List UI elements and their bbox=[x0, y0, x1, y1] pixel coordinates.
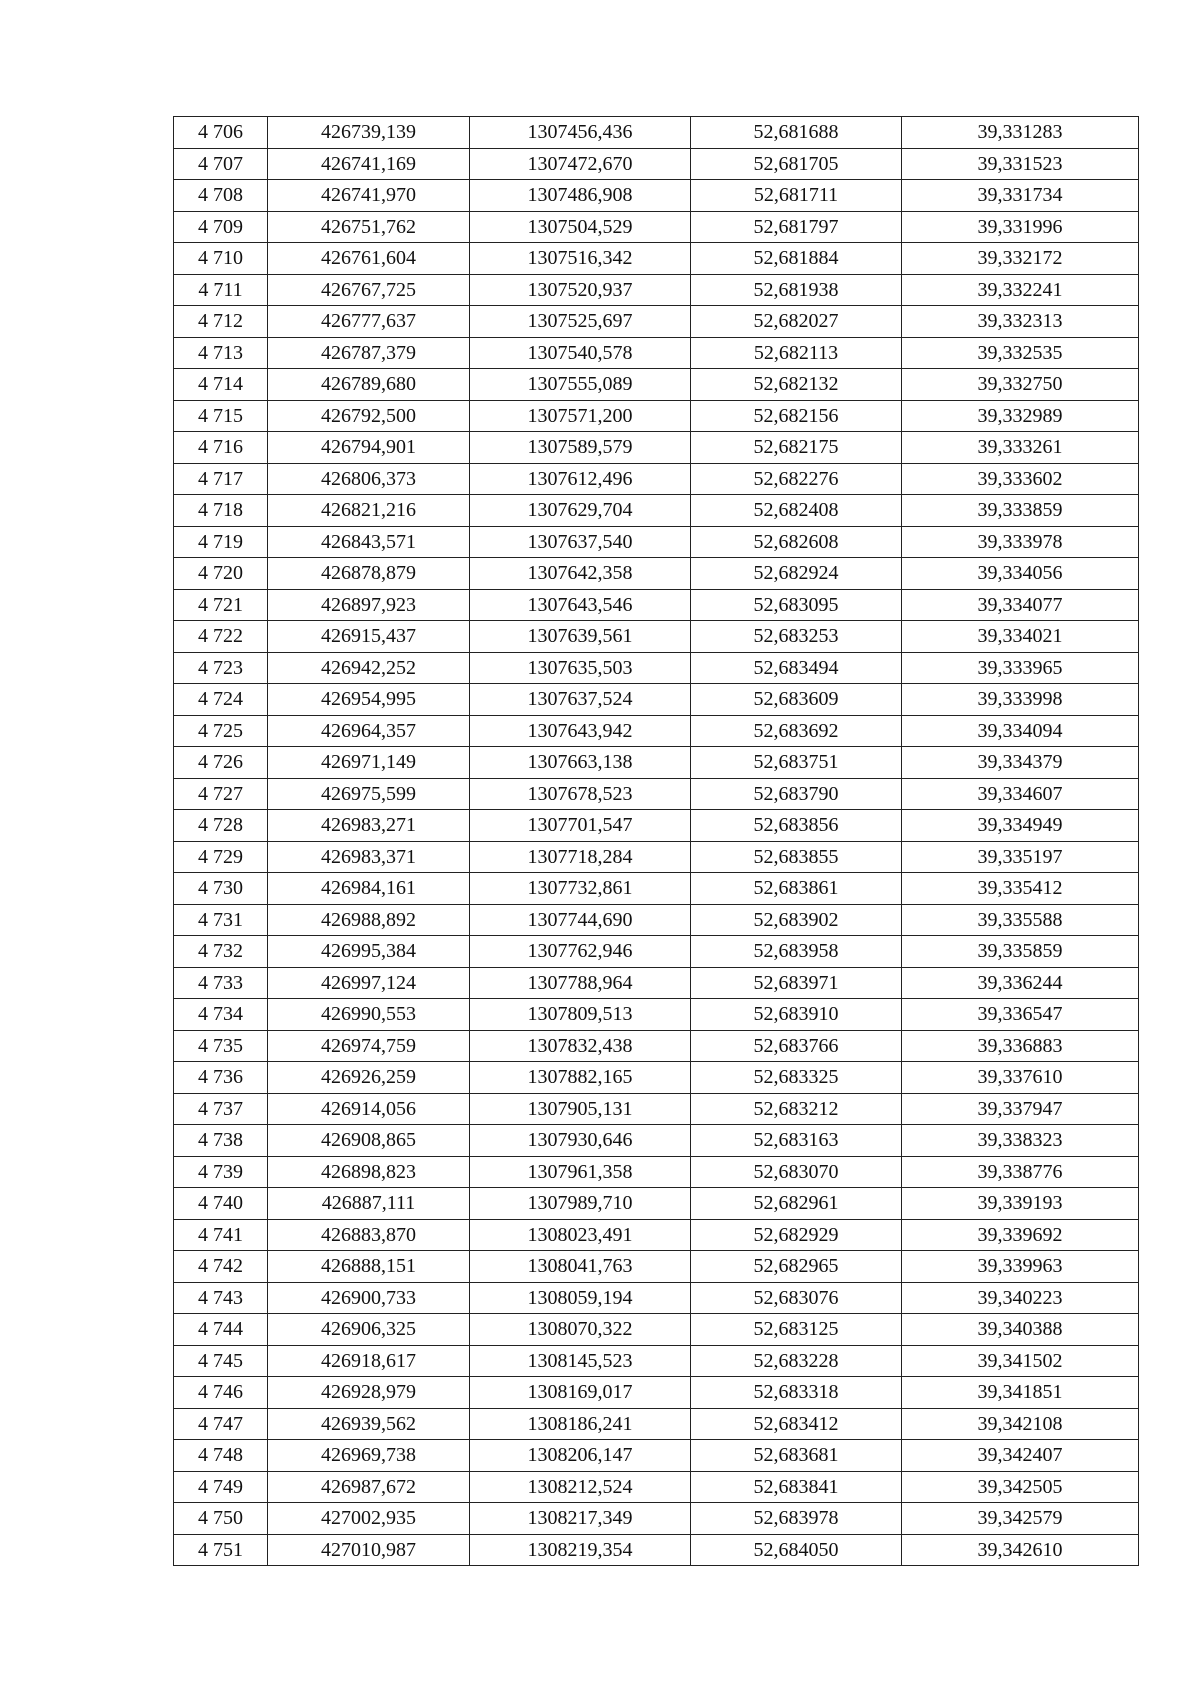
table-row bbox=[174, 432, 1139, 464]
x-coordinate-cell: 426974,759 bbox=[268, 1030, 470, 1062]
table-row bbox=[174, 180, 1139, 212]
y-coordinate-cell: 1307637,540 bbox=[470, 526, 691, 558]
longitude-cell: 39,333859 bbox=[902, 495, 1139, 527]
longitude-cell: 39,334056 bbox=[902, 558, 1139, 590]
longitude-cell: 39,333965 bbox=[902, 652, 1139, 684]
longitude-cell: 39,333998 bbox=[902, 684, 1139, 716]
longitude-cell: 39,332750 bbox=[902, 369, 1139, 401]
table-row bbox=[174, 841, 1139, 873]
point-number-cell: 4 722 bbox=[174, 621, 268, 653]
point-number-cell: 4 706 bbox=[174, 117, 268, 149]
x-coordinate-cell: 426928,979 bbox=[268, 1377, 470, 1409]
table-row bbox=[174, 1377, 1139, 1409]
y-coordinate-cell: 1307961,358 bbox=[470, 1156, 691, 1188]
table-row bbox=[174, 1093, 1139, 1125]
table-row bbox=[174, 400, 1139, 432]
latitude-cell: 52,682408 bbox=[691, 495, 902, 527]
table-row bbox=[174, 117, 1139, 149]
latitude-cell: 52,683228 bbox=[691, 1345, 902, 1377]
longitude-cell: 39,339193 bbox=[902, 1188, 1139, 1220]
latitude-cell: 52,683494 bbox=[691, 652, 902, 684]
latitude-cell: 52,683958 bbox=[691, 936, 902, 968]
point-number-cell: 4 746 bbox=[174, 1377, 268, 1409]
latitude-cell: 52,683681 bbox=[691, 1440, 902, 1472]
table-row bbox=[174, 1345, 1139, 1377]
x-coordinate-cell: 426969,738 bbox=[268, 1440, 470, 1472]
y-coordinate-cell: 1308023,491 bbox=[470, 1219, 691, 1251]
y-coordinate-cell: 1307635,503 bbox=[470, 652, 691, 684]
longitude-cell: 39,336244 bbox=[902, 967, 1139, 999]
longitude-cell: 39,338776 bbox=[902, 1156, 1139, 1188]
x-coordinate-cell: 426906,325 bbox=[268, 1314, 470, 1346]
coordinates-table bbox=[173, 116, 1139, 1566]
y-coordinate-cell: 1308059,194 bbox=[470, 1282, 691, 1314]
longitude-cell: 39,331283 bbox=[902, 117, 1139, 149]
x-coordinate-cell: 426789,680 bbox=[268, 369, 470, 401]
point-number-cell: 4 708 bbox=[174, 180, 268, 212]
point-number-cell: 4 738 bbox=[174, 1125, 268, 1157]
point-number-cell: 4 745 bbox=[174, 1345, 268, 1377]
latitude-cell: 52,683609 bbox=[691, 684, 902, 716]
table-row bbox=[174, 747, 1139, 779]
table-row bbox=[174, 1188, 1139, 1220]
y-coordinate-cell: 1307663,138 bbox=[470, 747, 691, 779]
latitude-cell: 52,683861 bbox=[691, 873, 902, 905]
latitude-cell: 52,683855 bbox=[691, 841, 902, 873]
x-coordinate-cell: 426997,124 bbox=[268, 967, 470, 999]
x-coordinate-cell: 426987,672 bbox=[268, 1471, 470, 1503]
y-coordinate-cell: 1307612,496 bbox=[470, 463, 691, 495]
latitude-cell: 52,683910 bbox=[691, 999, 902, 1031]
x-coordinate-cell: 426883,870 bbox=[268, 1219, 470, 1251]
longitude-cell: 39,342579 bbox=[902, 1503, 1139, 1535]
x-coordinate-cell: 426751,762 bbox=[268, 211, 470, 243]
table-row bbox=[174, 589, 1139, 621]
x-coordinate-cell: 426787,379 bbox=[268, 337, 470, 369]
point-number-cell: 4 713 bbox=[174, 337, 268, 369]
point-number-cell: 4 749 bbox=[174, 1471, 268, 1503]
point-number-cell: 4 728 bbox=[174, 810, 268, 842]
y-coordinate-cell: 1308041,763 bbox=[470, 1251, 691, 1283]
table-row bbox=[174, 1440, 1139, 1472]
longitude-cell: 39,332241 bbox=[902, 274, 1139, 306]
point-number-cell: 4 732 bbox=[174, 936, 268, 968]
y-coordinate-cell: 1307809,513 bbox=[470, 999, 691, 1031]
latitude-cell: 52,683253 bbox=[691, 621, 902, 653]
y-coordinate-cell: 1307589,579 bbox=[470, 432, 691, 464]
y-coordinate-cell: 1307472,670 bbox=[470, 148, 691, 180]
x-coordinate-cell: 426971,149 bbox=[268, 747, 470, 779]
x-coordinate-cell: 426983,271 bbox=[268, 810, 470, 842]
longitude-cell: 39,334949 bbox=[902, 810, 1139, 842]
table-row bbox=[174, 211, 1139, 243]
point-number-cell: 4 724 bbox=[174, 684, 268, 716]
x-coordinate-cell: 426741,970 bbox=[268, 180, 470, 212]
y-coordinate-cell: 1307989,710 bbox=[470, 1188, 691, 1220]
longitude-cell: 39,341851 bbox=[902, 1377, 1139, 1409]
latitude-cell: 52,683978 bbox=[691, 1503, 902, 1535]
longitude-cell: 39,335859 bbox=[902, 936, 1139, 968]
table-row bbox=[174, 967, 1139, 999]
table-row bbox=[174, 1062, 1139, 1094]
point-number-cell: 4 737 bbox=[174, 1093, 268, 1125]
latitude-cell: 52,684050 bbox=[691, 1534, 902, 1566]
x-coordinate-cell: 426900,733 bbox=[268, 1282, 470, 1314]
latitude-cell: 52,681711 bbox=[691, 180, 902, 212]
point-number-cell: 4 716 bbox=[174, 432, 268, 464]
table-row bbox=[174, 1408, 1139, 1440]
latitude-cell: 52,683841 bbox=[691, 1471, 902, 1503]
point-number-cell: 4 736 bbox=[174, 1062, 268, 1094]
y-coordinate-cell: 1307571,200 bbox=[470, 400, 691, 432]
longitude-cell: 39,342610 bbox=[902, 1534, 1139, 1566]
latitude-cell: 52,683692 bbox=[691, 715, 902, 747]
point-number-cell: 4 735 bbox=[174, 1030, 268, 1062]
table-row bbox=[174, 1314, 1139, 1346]
latitude-cell: 52,683902 bbox=[691, 904, 902, 936]
longitude-cell: 39,333978 bbox=[902, 526, 1139, 558]
x-coordinate-cell: 426995,384 bbox=[268, 936, 470, 968]
y-coordinate-cell: 1307516,342 bbox=[470, 243, 691, 275]
point-number-cell: 4 719 bbox=[174, 526, 268, 558]
x-coordinate-cell: 426954,995 bbox=[268, 684, 470, 716]
longitude-cell: 39,341502 bbox=[902, 1345, 1139, 1377]
latitude-cell: 52,683766 bbox=[691, 1030, 902, 1062]
table-row bbox=[174, 1030, 1139, 1062]
y-coordinate-cell: 1308212,524 bbox=[470, 1471, 691, 1503]
longitude-cell: 39,339963 bbox=[902, 1251, 1139, 1283]
table-row bbox=[174, 148, 1139, 180]
point-number-cell: 4 707 bbox=[174, 148, 268, 180]
y-coordinate-cell: 1307643,942 bbox=[470, 715, 691, 747]
longitude-cell: 39,334607 bbox=[902, 778, 1139, 810]
coordinates-table-body bbox=[174, 117, 1139, 1566]
y-coordinate-cell: 1308206,147 bbox=[470, 1440, 691, 1472]
y-coordinate-cell: 1308186,241 bbox=[470, 1408, 691, 1440]
y-coordinate-cell: 1307504,529 bbox=[470, 211, 691, 243]
latitude-cell: 52,683790 bbox=[691, 778, 902, 810]
y-coordinate-cell: 1307520,937 bbox=[470, 274, 691, 306]
longitude-cell: 39,338323 bbox=[902, 1125, 1139, 1157]
point-number-cell: 4 743 bbox=[174, 1282, 268, 1314]
x-coordinate-cell: 426983,371 bbox=[268, 841, 470, 873]
y-coordinate-cell: 1307718,284 bbox=[470, 841, 691, 873]
y-coordinate-cell: 1307882,165 bbox=[470, 1062, 691, 1094]
longitude-cell: 39,331734 bbox=[902, 180, 1139, 212]
latitude-cell: 52,682965 bbox=[691, 1251, 902, 1283]
point-number-cell: 4 710 bbox=[174, 243, 268, 275]
latitude-cell: 52,683212 bbox=[691, 1093, 902, 1125]
latitude-cell: 52,683856 bbox=[691, 810, 902, 842]
latitude-cell: 52,682608 bbox=[691, 526, 902, 558]
latitude-cell: 52,683971 bbox=[691, 967, 902, 999]
longitude-cell: 39,334094 bbox=[902, 715, 1139, 747]
x-coordinate-cell: 426984,161 bbox=[268, 873, 470, 905]
point-number-cell: 4 711 bbox=[174, 274, 268, 306]
point-number-cell: 4 751 bbox=[174, 1534, 268, 1566]
point-number-cell: 4 712 bbox=[174, 306, 268, 338]
y-coordinate-cell: 1307744,690 bbox=[470, 904, 691, 936]
table-row bbox=[174, 243, 1139, 275]
latitude-cell: 52,683095 bbox=[691, 589, 902, 621]
longitude-cell: 39,333602 bbox=[902, 463, 1139, 495]
latitude-cell: 52,682156 bbox=[691, 400, 902, 432]
x-coordinate-cell: 426918,617 bbox=[268, 1345, 470, 1377]
x-coordinate-cell: 426821,216 bbox=[268, 495, 470, 527]
latitude-cell: 52,682027 bbox=[691, 306, 902, 338]
x-coordinate-cell: 426939,562 bbox=[268, 1408, 470, 1440]
table-row bbox=[174, 1503, 1139, 1535]
y-coordinate-cell: 1308217,349 bbox=[470, 1503, 691, 1535]
point-number-cell: 4 709 bbox=[174, 211, 268, 243]
table-row bbox=[174, 1125, 1139, 1157]
longitude-cell: 39,342108 bbox=[902, 1408, 1139, 1440]
latitude-cell: 52,681938 bbox=[691, 274, 902, 306]
point-number-cell: 4 721 bbox=[174, 589, 268, 621]
latitude-cell: 52,683325 bbox=[691, 1062, 902, 1094]
longitude-cell: 39,332989 bbox=[902, 400, 1139, 432]
longitude-cell: 39,334077 bbox=[902, 589, 1139, 621]
y-coordinate-cell: 1307905,131 bbox=[470, 1093, 691, 1125]
y-coordinate-cell: 1307486,908 bbox=[470, 180, 691, 212]
x-coordinate-cell: 426915,437 bbox=[268, 621, 470, 653]
longitude-cell: 39,333261 bbox=[902, 432, 1139, 464]
table-row bbox=[174, 463, 1139, 495]
longitude-cell: 39,335588 bbox=[902, 904, 1139, 936]
x-coordinate-cell: 426926,259 bbox=[268, 1062, 470, 1094]
point-number-cell: 4 750 bbox=[174, 1503, 268, 1535]
latitude-cell: 52,683125 bbox=[691, 1314, 902, 1346]
latitude-cell: 52,681705 bbox=[691, 148, 902, 180]
point-number-cell: 4 742 bbox=[174, 1251, 268, 1283]
table-row bbox=[174, 999, 1139, 1031]
point-number-cell: 4 729 bbox=[174, 841, 268, 873]
x-coordinate-cell: 426741,169 bbox=[268, 148, 470, 180]
y-coordinate-cell: 1307643,546 bbox=[470, 589, 691, 621]
longitude-cell: 39,337610 bbox=[902, 1062, 1139, 1094]
longitude-cell: 39,332535 bbox=[902, 337, 1139, 369]
table-row bbox=[174, 778, 1139, 810]
y-coordinate-cell: 1307642,358 bbox=[470, 558, 691, 590]
longitude-cell: 39,332313 bbox=[902, 306, 1139, 338]
y-coordinate-cell: 1307832,438 bbox=[470, 1030, 691, 1062]
table-row bbox=[174, 936, 1139, 968]
table-row bbox=[174, 1534, 1139, 1566]
latitude-cell: 52,682929 bbox=[691, 1219, 902, 1251]
x-coordinate-cell: 426878,879 bbox=[268, 558, 470, 590]
latitude-cell: 52,683070 bbox=[691, 1156, 902, 1188]
longitude-cell: 39,337947 bbox=[902, 1093, 1139, 1125]
x-coordinate-cell: 426794,901 bbox=[268, 432, 470, 464]
point-number-cell: 4 731 bbox=[174, 904, 268, 936]
table-row bbox=[174, 1471, 1139, 1503]
x-coordinate-cell: 426792,500 bbox=[268, 400, 470, 432]
latitude-cell: 52,682961 bbox=[691, 1188, 902, 1220]
point-number-cell: 4 744 bbox=[174, 1314, 268, 1346]
y-coordinate-cell: 1307762,946 bbox=[470, 936, 691, 968]
table-row bbox=[174, 873, 1139, 905]
point-number-cell: 4 748 bbox=[174, 1440, 268, 1472]
x-coordinate-cell: 426908,865 bbox=[268, 1125, 470, 1157]
table-row bbox=[174, 337, 1139, 369]
table-row bbox=[174, 274, 1139, 306]
table-row bbox=[174, 652, 1139, 684]
x-coordinate-cell: 427010,987 bbox=[268, 1534, 470, 1566]
point-number-cell: 4 723 bbox=[174, 652, 268, 684]
x-coordinate-cell: 426761,604 bbox=[268, 243, 470, 275]
longitude-cell: 39,331996 bbox=[902, 211, 1139, 243]
table-row bbox=[174, 306, 1139, 338]
table-row bbox=[174, 810, 1139, 842]
latitude-cell: 52,681884 bbox=[691, 243, 902, 275]
latitude-cell: 52,682276 bbox=[691, 463, 902, 495]
latitude-cell: 52,683163 bbox=[691, 1125, 902, 1157]
x-coordinate-cell: 426964,357 bbox=[268, 715, 470, 747]
point-number-cell: 4 727 bbox=[174, 778, 268, 810]
table-row bbox=[174, 1282, 1139, 1314]
x-coordinate-cell: 426898,823 bbox=[268, 1156, 470, 1188]
x-coordinate-cell: 426914,056 bbox=[268, 1093, 470, 1125]
x-coordinate-cell: 426806,373 bbox=[268, 463, 470, 495]
latitude-cell: 52,683412 bbox=[691, 1408, 902, 1440]
y-coordinate-cell: 1307678,523 bbox=[470, 778, 691, 810]
x-coordinate-cell: 426942,252 bbox=[268, 652, 470, 684]
point-number-cell: 4 725 bbox=[174, 715, 268, 747]
longitude-cell: 39,342407 bbox=[902, 1440, 1139, 1472]
longitude-cell: 39,332172 bbox=[902, 243, 1139, 275]
latitude-cell: 52,682132 bbox=[691, 369, 902, 401]
y-coordinate-cell: 1307701,547 bbox=[470, 810, 691, 842]
table-row bbox=[174, 1219, 1139, 1251]
y-coordinate-cell: 1307525,697 bbox=[470, 306, 691, 338]
point-number-cell: 4 740 bbox=[174, 1188, 268, 1220]
y-coordinate-cell: 1308169,017 bbox=[470, 1377, 691, 1409]
latitude-cell: 52,681688 bbox=[691, 117, 902, 149]
table-row bbox=[174, 715, 1139, 747]
latitude-cell: 52,681797 bbox=[691, 211, 902, 243]
longitude-cell: 39,335197 bbox=[902, 841, 1139, 873]
point-number-cell: 4 730 bbox=[174, 873, 268, 905]
longitude-cell: 39,335412 bbox=[902, 873, 1139, 905]
x-coordinate-cell: 426897,923 bbox=[268, 589, 470, 621]
point-number-cell: 4 734 bbox=[174, 999, 268, 1031]
table-row bbox=[174, 369, 1139, 401]
y-coordinate-cell: 1307540,578 bbox=[470, 337, 691, 369]
table-row bbox=[174, 1251, 1139, 1283]
table-row bbox=[174, 621, 1139, 653]
point-number-cell: 4 739 bbox=[174, 1156, 268, 1188]
x-coordinate-cell: 426888,151 bbox=[268, 1251, 470, 1283]
table-row bbox=[174, 1156, 1139, 1188]
point-number-cell: 4 718 bbox=[174, 495, 268, 527]
y-coordinate-cell: 1308219,354 bbox=[470, 1534, 691, 1566]
table-row bbox=[174, 684, 1139, 716]
latitude-cell: 52,682924 bbox=[691, 558, 902, 590]
longitude-cell: 39,340388 bbox=[902, 1314, 1139, 1346]
point-number-cell: 4 741 bbox=[174, 1219, 268, 1251]
latitude-cell: 52,682113 bbox=[691, 337, 902, 369]
y-coordinate-cell: 1307555,089 bbox=[470, 369, 691, 401]
point-number-cell: 4 726 bbox=[174, 747, 268, 779]
x-coordinate-cell: 426990,553 bbox=[268, 999, 470, 1031]
x-coordinate-cell: 426975,599 bbox=[268, 778, 470, 810]
x-coordinate-cell: 426739,139 bbox=[268, 117, 470, 149]
longitude-cell: 39,336547 bbox=[902, 999, 1139, 1031]
x-coordinate-cell: 426777,637 bbox=[268, 306, 470, 338]
longitude-cell: 39,331523 bbox=[902, 148, 1139, 180]
longitude-cell: 39,339692 bbox=[902, 1219, 1139, 1251]
point-number-cell: 4 720 bbox=[174, 558, 268, 590]
y-coordinate-cell: 1308145,523 bbox=[470, 1345, 691, 1377]
y-coordinate-cell: 1307930,646 bbox=[470, 1125, 691, 1157]
point-number-cell: 4 747 bbox=[174, 1408, 268, 1440]
y-coordinate-cell: 1307639,561 bbox=[470, 621, 691, 653]
y-coordinate-cell: 1307788,964 bbox=[470, 967, 691, 999]
point-number-cell: 4 714 bbox=[174, 369, 268, 401]
table-row bbox=[174, 526, 1139, 558]
latitude-cell: 52,683751 bbox=[691, 747, 902, 779]
longitude-cell: 39,340223 bbox=[902, 1282, 1139, 1314]
x-coordinate-cell: 426887,111 bbox=[268, 1188, 470, 1220]
point-number-cell: 4 715 bbox=[174, 400, 268, 432]
point-number-cell: 4 733 bbox=[174, 967, 268, 999]
latitude-cell: 52,683318 bbox=[691, 1377, 902, 1409]
x-coordinate-cell: 426843,571 bbox=[268, 526, 470, 558]
y-coordinate-cell: 1308070,322 bbox=[470, 1314, 691, 1346]
longitude-cell: 39,336883 bbox=[902, 1030, 1139, 1062]
table-row bbox=[174, 904, 1139, 936]
longitude-cell: 39,342505 bbox=[902, 1471, 1139, 1503]
y-coordinate-cell: 1307637,524 bbox=[470, 684, 691, 716]
latitude-cell: 52,683076 bbox=[691, 1282, 902, 1314]
y-coordinate-cell: 1307732,861 bbox=[470, 873, 691, 905]
table-row bbox=[174, 495, 1139, 527]
x-coordinate-cell: 427002,935 bbox=[268, 1503, 470, 1535]
y-coordinate-cell: 1307456,436 bbox=[470, 117, 691, 149]
x-coordinate-cell: 426988,892 bbox=[268, 904, 470, 936]
table-row bbox=[174, 558, 1139, 590]
longitude-cell: 39,334379 bbox=[902, 747, 1139, 779]
y-coordinate-cell: 1307629,704 bbox=[470, 495, 691, 527]
longitude-cell: 39,334021 bbox=[902, 621, 1139, 653]
latitude-cell: 52,682175 bbox=[691, 432, 902, 464]
point-number-cell: 4 717 bbox=[174, 463, 268, 495]
x-coordinate-cell: 426767,725 bbox=[268, 274, 470, 306]
